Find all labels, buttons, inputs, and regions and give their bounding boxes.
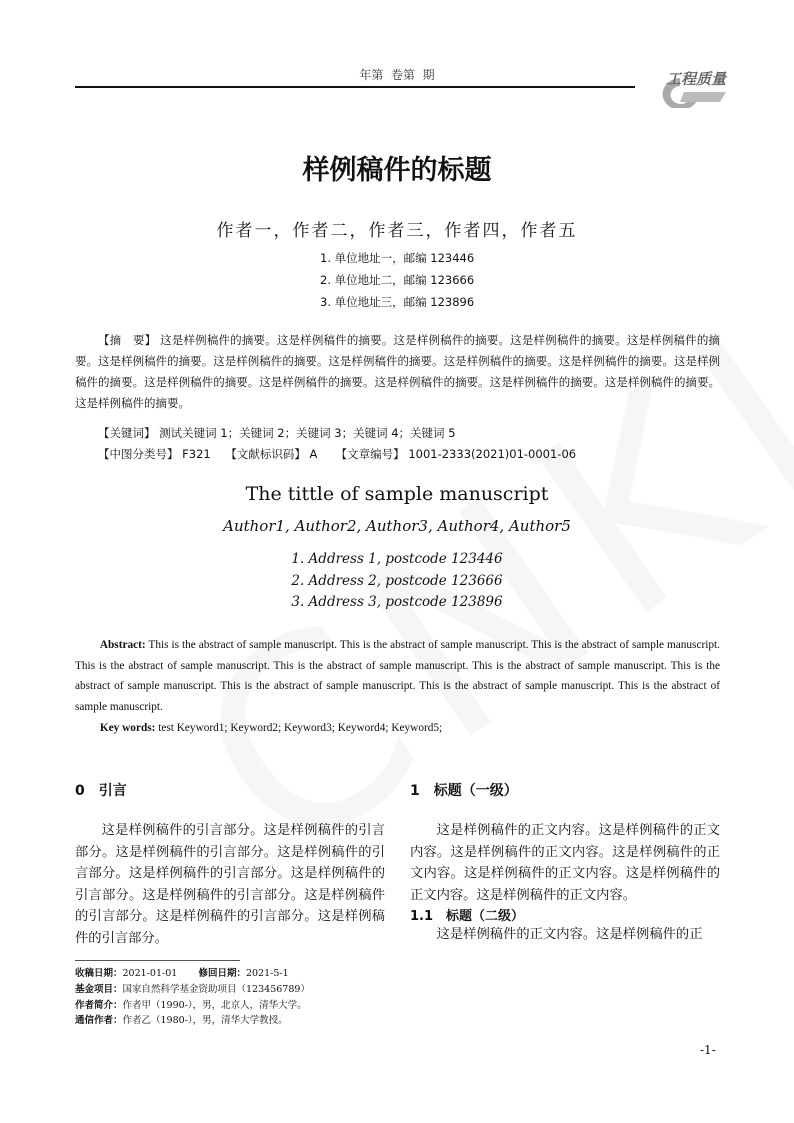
english-address: 3. Address 3, postcode 123896 — [291, 594, 503, 610]
english-address: 2. Address 2, postcode 123666 — [291, 573, 503, 589]
article-no-value: 1001-2333(2021)01-0001-06 — [408, 447, 577, 461]
header-rule — [75, 86, 635, 88]
english-abstract — [75, 635, 720, 718]
english-authors: Author1, Author2, Author3, Author4, Author5 — [223, 517, 571, 535]
chinese-keywords — [75, 423, 718, 444]
english-address: 1. Address 1, postcode 123446 — [291, 551, 503, 567]
received-label: 收稿日期： — [75, 968, 123, 979]
clc-label: 【中图分类号】 — [98, 447, 179, 461]
page-number: -1- — [700, 1043, 716, 1057]
english-title: The tittle of sample manuscript — [245, 483, 549, 505]
chinese-abstract — [75, 330, 720, 414]
bio-label: 作者简介： — [75, 1000, 123, 1011]
clc-value: F321 — [182, 447, 211, 461]
intro-paragraph: 这是样例稿件的引言部分。这是样例稿件的引言部分。这是样例稿件的引言部分。这是样例稿件的引言部分。这是样例稿件的引言部分。这是样例稿件的引言部分。这是样例稿件的引言部分。这是样例稿件的引言部分。这是样例稿件的引言部分。这是样例稿件的引言部分。 — [75, 823, 385, 946]
author-list: 作者一，作者二，作者三，作者四，作者五 — [216, 221, 578, 241]
section-heading-1-1: 1.1 标题（二级） — [410, 909, 525, 924]
abstract-label: Abstract: — [99, 639, 146, 651]
footnote-bio — [75, 998, 307, 1014]
affiliation: 1. 单位地址一，邮编 123446 — [320, 251, 475, 265]
svg-text:工程质量: 工程质量 — [666, 70, 727, 88]
fund-label: 基金项目： — [75, 984, 123, 995]
section-1-paragraph: 这是样例稿件的正文内容。这是样例稿件的正文内容。这是样例稿件的正文内容。这是样例稿件的正文内容。这是样例稿件的正文内容。这是样例稿件的正文内容。这是样例稿件的正文内容。 — [410, 823, 720, 903]
fund-text: 国家自然科学基金资助项目（123456789） — [122, 984, 310, 995]
keywords-label: 【关键词】 — [98, 426, 156, 440]
article-no-label: 【文章编号】 — [335, 447, 405, 461]
running-header: 年第 卷第 期 — [359, 68, 435, 82]
keywords-text: 测试关键词 1；关键词 2；关键词 3；关键词 4；关键词 5 — [159, 426, 456, 440]
corr-text: 作者乙（1980-），男，清华大学教授。 — [122, 1015, 288, 1026]
affiliation: 3. 单位地址三，邮编 123896 — [320, 295, 475, 309]
classification-line — [75, 444, 718, 465]
revised-date: 2021-5-1 — [245, 968, 289, 979]
received-date: 2021-01-01 — [122, 968, 178, 979]
corr-label: 通信作者： — [75, 1015, 123, 1026]
section-1-1-paragraph: 这是样例稿件的正文内容。这是样例稿件的正 — [436, 927, 703, 942]
footnote-corresponding — [75, 1013, 288, 1029]
footnote-rule — [75, 960, 240, 961]
section-heading-intro: 0 引言 — [75, 783, 127, 799]
doc-code-label: 【文献标识码】 — [225, 447, 306, 461]
bio-text: 作者甲（1990-），男，北京人，清华大学。 — [122, 1000, 307, 1011]
keywords-text: test Keyword1; Keyword2; Keyword3; Keyword4; Keyword5; — [158, 722, 443, 734]
english-keywords — [75, 718, 720, 739]
affiliation: 2. 单位地址二，邮编 123666 — [320, 273, 475, 287]
paper-title: 样例稿件的标题 — [302, 155, 492, 186]
footnote-fund — [75, 982, 310, 998]
revised-label: 修回日期： — [198, 968, 246, 979]
doc-code-value: A — [309, 447, 318, 461]
abstract-text: This is the abstract of sample manuscript. This is the abstract of sample manuscript. This is the abstract of sample manuscript. This is the abstract of sample manuscript. This is the abstract of sample manuscript. This is the abstract of sample manuscript. This is the abstract of sample manuscript. This is the abstract of sample manuscript. This is the abstract of sample manuscript. This is the abstract of sample manuscript. — [75, 639, 720, 714]
abstract-text: 这是样例稿件的摘要。这是样例稿件的摘要。这是样例稿件的摘要。这是样例稿件的摘要。这是样例稿件的摘要。这是样例稿件的摘要。这是样例稿件的摘要。这是样例稿件的摘要。这是样例稿件的摘要。这是样例稿件的摘要。这是样例稿件的摘要。这是样例稿件的摘要。这是样例稿件的摘要。这是样例稿件的摘要。这是样例稿件的摘要。这是样例稿件的摘要。这是样例稿件的摘要。 — [75, 333, 721, 410]
journal-logo — [650, 64, 728, 108]
abstract-label: 【摘 要】 — [98, 333, 157, 347]
keywords-label: Key words: — [99, 722, 156, 734]
section-heading-1: 1 标题（一级） — [410, 783, 518, 799]
footnote-dates — [75, 966, 289, 982]
